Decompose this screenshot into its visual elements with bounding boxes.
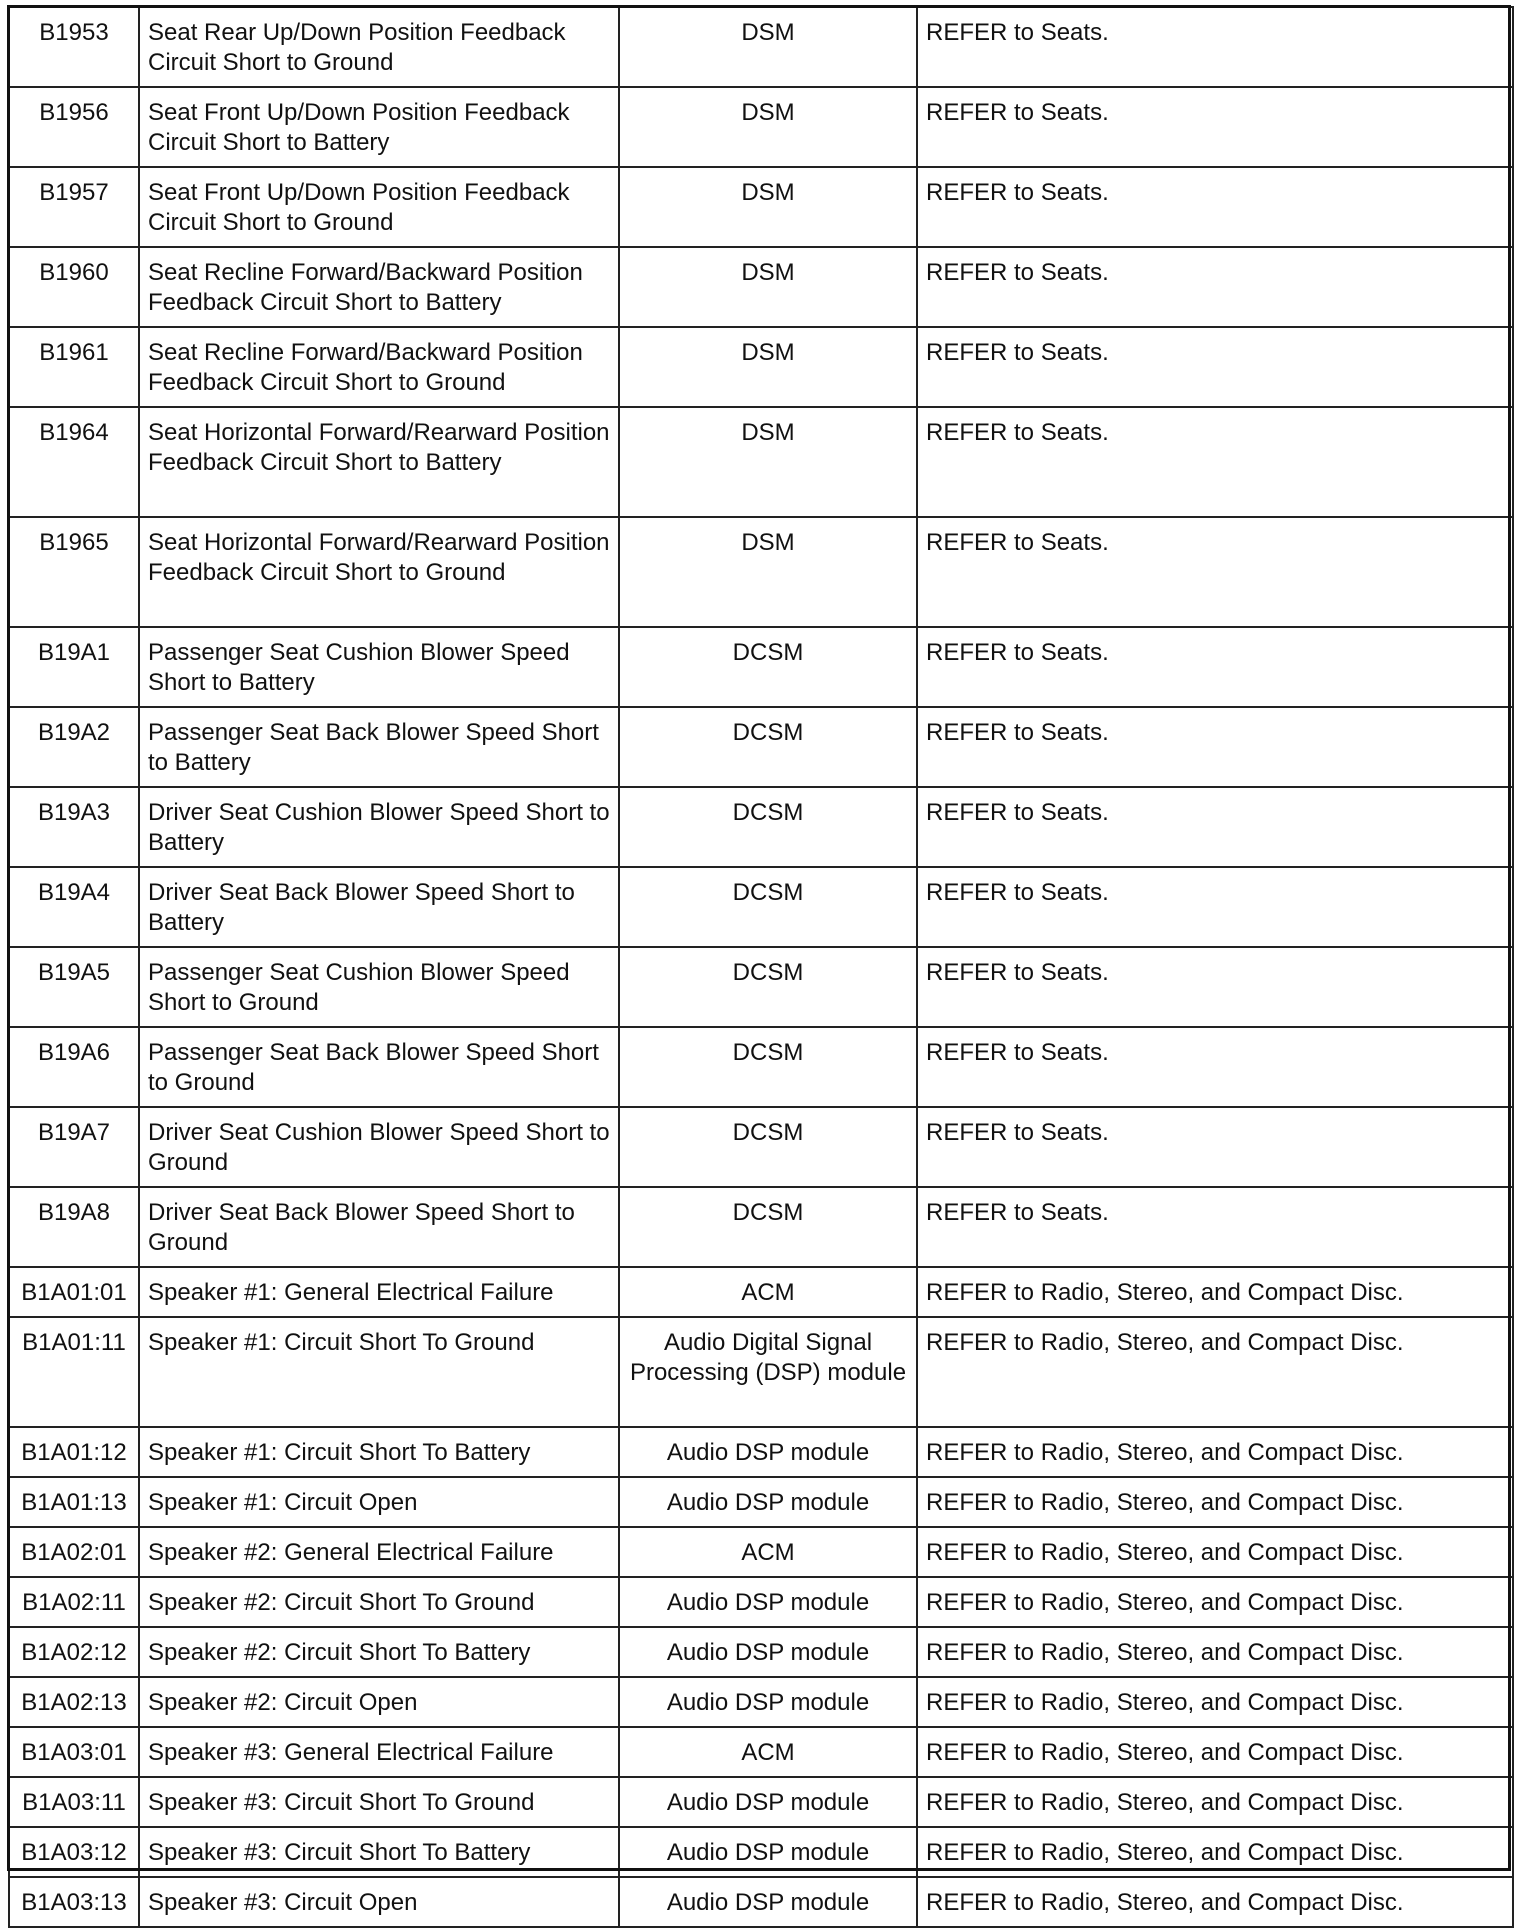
dtc-code-cell: B19A4 <box>9 867 139 947</box>
dtc-code-cell: B1A03:11 <box>9 1777 139 1827</box>
dtc-action-cell: REFER to Radio, Stereo, and Compact Disc. <box>917 1317 1513 1427</box>
dtc-module-cell: Audio DSP module <box>619 1477 917 1527</box>
dtc-table <box>8 6 1514 1928</box>
dtc-description-cell: Speaker #2: General Electrical Failure <box>139 1527 619 1577</box>
dtc-code-cell: B1956 <box>9 87 139 167</box>
dtc-code-cell: B19A5 <box>9 947 139 1027</box>
dtc-code-cell: B19A2 <box>9 707 139 787</box>
dtc-action-cell: REFER to Radio, Stereo, and Compact Disc. <box>917 1677 1513 1727</box>
dtc-code-cell: B1961 <box>9 327 139 407</box>
dtc-module-cell: ACM <box>619 1727 917 1777</box>
dtc-module-cell: DCSM <box>619 707 917 787</box>
dtc-action-cell: REFER to Radio, Stereo, and Compact Disc. <box>917 1577 1513 1627</box>
dtc-code-cell: B1A02:12 <box>9 1627 139 1677</box>
dtc-module-cell: DSM <box>619 517 917 627</box>
table-row <box>9 1477 1513 1527</box>
table-row <box>9 867 1513 947</box>
dtc-action-cell: REFER to Seats. <box>917 407 1513 517</box>
table-row <box>9 1727 1513 1777</box>
dtc-module-cell: DSM <box>619 327 917 407</box>
dtc-description-cell: Seat Rear Up/Down Position Feedback Circuit Short to Ground <box>139 7 619 87</box>
dtc-code-cell: B1965 <box>9 517 139 627</box>
table-row <box>9 1777 1513 1827</box>
table-row <box>9 707 1513 787</box>
dtc-code-cell: B19A8 <box>9 1187 139 1267</box>
dtc-code-cell: B19A6 <box>9 1027 139 1107</box>
dtc-action-cell: REFER to Radio, Stereo, and Compact Disc. <box>917 1627 1513 1677</box>
dtc-module-cell: Audio Digital Signal Processing (DSP) module <box>619 1317 917 1427</box>
table-row <box>9 407 1513 517</box>
dtc-module-cell: ACM <box>619 1527 917 1577</box>
dtc-action-cell: REFER to Seats. <box>917 627 1513 707</box>
dtc-module-cell: DSM <box>619 247 917 327</box>
dtc-action-cell: REFER to Seats. <box>917 7 1513 87</box>
dtc-code-cell: B1A03:13 <box>9 1877 139 1927</box>
dtc-code-cell: B19A1 <box>9 627 139 707</box>
dtc-module-cell: DCSM <box>619 1107 917 1187</box>
table-row <box>9 627 1513 707</box>
dtc-description-cell: Driver Seat Back Blower Speed Short to Battery <box>139 867 619 947</box>
dtc-code-cell: B19A3 <box>9 787 139 867</box>
dtc-description-cell: Passenger Seat Cushion Blower Speed Short to Battery <box>139 627 619 707</box>
dtc-action-cell: REFER to Seats. <box>917 787 1513 867</box>
dtc-description-cell: Speaker #2: Circuit Short To Ground <box>139 1577 619 1627</box>
dtc-action-cell: REFER to Seats. <box>917 1027 1513 1107</box>
dtc-module-cell: DSM <box>619 87 917 167</box>
dtc-action-cell: REFER to Radio, Stereo, and Compact Disc. <box>917 1727 1513 1777</box>
dtc-code-cell: B1A03:01 <box>9 1727 139 1777</box>
dtc-module-cell: DCSM <box>619 947 917 1027</box>
dtc-module-cell: DCSM <box>619 1027 917 1107</box>
dtc-description-cell: Speaker #3: Circuit Short To Ground <box>139 1777 619 1827</box>
dtc-description-cell: Passenger Seat Back Blower Speed Short to Ground <box>139 1027 619 1107</box>
table-row <box>9 327 1513 407</box>
dtc-description-cell: Driver Seat Cushion Blower Speed Short to Battery <box>139 787 619 867</box>
dtc-description-cell: Speaker #2: Circuit Short To Battery <box>139 1627 619 1677</box>
dtc-module-cell: Audio DSP module <box>619 1627 917 1677</box>
dtc-action-cell: REFER to Radio, Stereo, and Compact Disc. <box>917 1527 1513 1577</box>
dtc-module-cell: Audio DSP module <box>619 1577 917 1627</box>
dtc-code-cell: B1A02:13 <box>9 1677 139 1727</box>
table-row <box>9 517 1513 627</box>
dtc-module-cell: DCSM <box>619 627 917 707</box>
dtc-description-cell: Seat Horizontal Forward/Rearward Position Feedback Circuit Short to Ground <box>139 517 619 627</box>
dtc-module-cell: Audio DSP module <box>619 1777 917 1827</box>
dtc-code-cell: B1A01:01 <box>9 1267 139 1317</box>
table-row <box>9 1527 1513 1577</box>
dtc-action-cell: REFER to Seats. <box>917 327 1513 407</box>
table-row <box>9 1577 1513 1627</box>
dtc-code-cell: B1A02:01 <box>9 1527 139 1577</box>
dtc-module-cell: DSM <box>619 167 917 247</box>
dtc-description-cell: Seat Recline Forward/Backward Position Feedback Circuit Short to Ground <box>139 327 619 407</box>
dtc-action-cell: REFER to Seats. <box>917 1107 1513 1187</box>
table-row <box>9 1827 1513 1877</box>
dtc-module-cell: Audio DSP module <box>619 1827 917 1877</box>
dtc-description-cell: Speaker #3: Circuit Open <box>139 1877 619 1927</box>
dtc-module-cell: DCSM <box>619 867 917 947</box>
table-row <box>9 947 1513 1027</box>
dtc-description-cell: Speaker #1: Circuit Open <box>139 1477 619 1527</box>
table-row <box>9 1267 1513 1317</box>
dtc-description-cell: Seat Front Up/Down Position Feedback Circuit Short to Battery <box>139 87 619 167</box>
table-row <box>9 247 1513 327</box>
dtc-action-cell: REFER to Seats. <box>917 867 1513 947</box>
dtc-description-cell: Passenger Seat Back Blower Speed Short to Battery <box>139 707 619 787</box>
dtc-action-cell: REFER to Radio, Stereo, and Compact Disc. <box>917 1827 1513 1877</box>
dtc-action-cell: REFER to Seats. <box>917 247 1513 327</box>
dtc-description-cell: Driver Seat Cushion Blower Speed Short to Ground <box>139 1107 619 1187</box>
dtc-description-cell: Speaker #1: Circuit Short To Battery <box>139 1427 619 1477</box>
dtc-description-cell: Passenger Seat Cushion Blower Speed Short to Ground <box>139 947 619 1027</box>
table-row <box>9 167 1513 247</box>
dtc-action-cell: REFER to Radio, Stereo, and Compact Disc. <box>917 1267 1513 1317</box>
dtc-code-cell: B19A7 <box>9 1107 139 1187</box>
dtc-module-cell: Audio DSP module <box>619 1677 917 1727</box>
dtc-action-cell: REFER to Seats. <box>917 517 1513 627</box>
dtc-description-cell: Speaker #2: Circuit Open <box>139 1677 619 1727</box>
dtc-code-cell: B1957 <box>9 167 139 247</box>
dtc-module-cell: DCSM <box>619 787 917 867</box>
dtc-code-cell: B1A01:12 <box>9 1427 139 1477</box>
table-row <box>9 1427 1513 1477</box>
dtc-action-cell: REFER to Radio, Stereo, and Compact Disc. <box>917 1427 1513 1477</box>
dtc-code-cell: B1A02:11 <box>9 1577 139 1627</box>
dtc-action-cell: REFER to Seats. <box>917 87 1513 167</box>
dtc-module-cell: DSM <box>619 7 917 87</box>
table-row <box>9 1107 1513 1187</box>
dtc-description-cell: Speaker #1: General Electrical Failure <box>139 1267 619 1317</box>
dtc-code-cell: B1A01:13 <box>9 1477 139 1527</box>
table-row <box>9 1317 1513 1427</box>
dtc-description-cell: Seat Front Up/Down Position Feedback Circuit Short to Ground <box>139 167 619 247</box>
dtc-code-cell: B1960 <box>9 247 139 327</box>
dtc-code-cell: B1A03:12 <box>9 1827 139 1877</box>
table-row <box>9 1027 1513 1107</box>
dtc-module-cell: DSM <box>619 407 917 517</box>
dtc-description-cell: Driver Seat Back Blower Speed Short to Ground <box>139 1187 619 1267</box>
dtc-module-cell: Audio DSP module <box>619 1877 917 1927</box>
dtc-action-cell: REFER to Seats. <box>917 947 1513 1027</box>
table-row <box>9 1627 1513 1677</box>
dtc-action-cell: REFER to Seats. <box>917 1187 1513 1267</box>
dtc-module-cell: Audio DSP module <box>619 1427 917 1477</box>
dtc-action-cell: REFER to Seats. <box>917 707 1513 787</box>
dtc-code-cell: B1964 <box>9 407 139 517</box>
dtc-module-cell: DCSM <box>619 1187 917 1267</box>
table-row <box>9 787 1513 867</box>
table-row <box>9 1877 1513 1927</box>
dtc-code-cell: B1A01:11 <box>9 1317 139 1427</box>
dtc-description-cell: Speaker #3: General Electrical Failure <box>139 1727 619 1777</box>
dtc-description-cell: Seat Recline Forward/Backward Position Feedback Circuit Short to Battery <box>139 247 619 327</box>
dtc-description-cell: Speaker #3: Circuit Short To Battery <box>139 1827 619 1877</box>
dtc-code-cell: B1953 <box>9 7 139 87</box>
table-row <box>9 87 1513 167</box>
dtc-description-cell: Seat Horizontal Forward/Rearward Position Feedback Circuit Short to Battery <box>139 407 619 517</box>
table-row <box>9 1187 1513 1267</box>
dtc-action-cell: REFER to Radio, Stereo, and Compact Disc. <box>917 1877 1513 1927</box>
table-row <box>9 7 1513 87</box>
dtc-action-cell: REFER to Seats. <box>917 167 1513 247</box>
table-row <box>9 1677 1513 1727</box>
dtc-table-body <box>9 7 1513 1927</box>
dtc-action-cell: REFER to Radio, Stereo, and Compact Disc. <box>917 1477 1513 1527</box>
dtc-description-cell: Speaker #1: Circuit Short To Ground <box>139 1317 619 1427</box>
dtc-action-cell: REFER to Radio, Stereo, and Compact Disc. <box>917 1777 1513 1827</box>
dtc-module-cell: ACM <box>619 1267 917 1317</box>
